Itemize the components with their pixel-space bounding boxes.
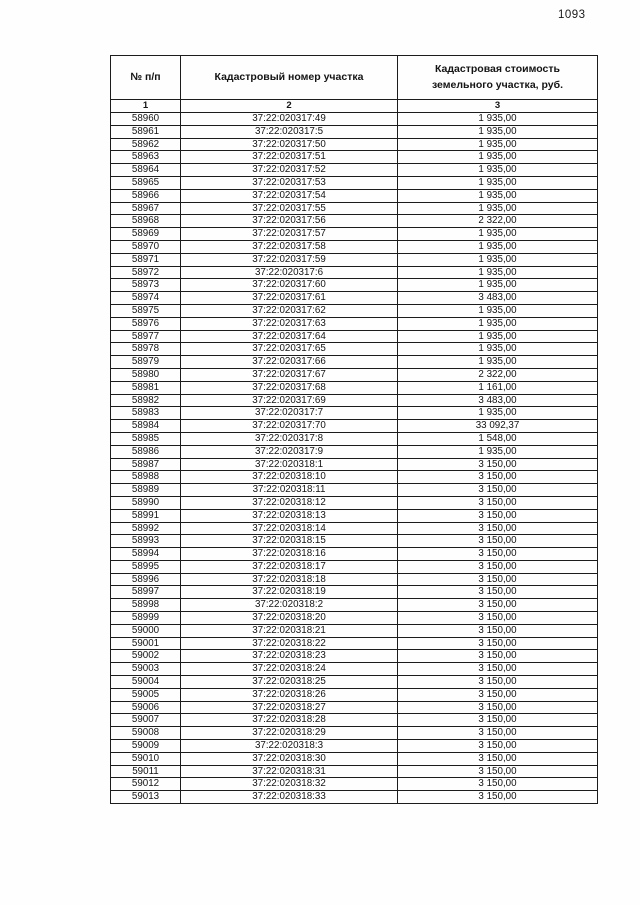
cadastral-value-cell: 1 935,00 bbox=[398, 356, 598, 369]
cadastral-number-cell: 37:22:020318:23 bbox=[181, 650, 398, 663]
table-row bbox=[111, 778, 598, 791]
column-index-3: 3 bbox=[398, 100, 598, 113]
cadastral-number-cell: 37:22:020317:8 bbox=[181, 432, 398, 445]
column-index-1: 1 bbox=[111, 100, 181, 113]
cadastral-value-cell: 1 935,00 bbox=[398, 266, 598, 279]
table-row bbox=[111, 407, 598, 420]
table-row bbox=[111, 394, 598, 407]
row-number-cell: 59009 bbox=[111, 740, 181, 753]
cadastral-number-cell: 37:22:020317:9 bbox=[181, 445, 398, 458]
cadastral-value-cell: 1 161,00 bbox=[398, 381, 598, 394]
cadastral-number-cell: 37:22:020318:15 bbox=[181, 535, 398, 548]
cadastral-number-cell: 37:22:020318:22 bbox=[181, 637, 398, 650]
row-number-cell: 58999 bbox=[111, 612, 181, 625]
table-row bbox=[111, 215, 598, 228]
row-number-cell: 58991 bbox=[111, 509, 181, 522]
row-number-cell: 58986 bbox=[111, 445, 181, 458]
cadastral-value-cell: 3 150,00 bbox=[398, 637, 598, 650]
row-number-cell: 58961 bbox=[111, 125, 181, 138]
cadastral-number-cell: 37:22:020317:5 bbox=[181, 125, 398, 138]
row-number-cell: 59012 bbox=[111, 778, 181, 791]
table-row bbox=[111, 522, 598, 535]
row-number-cell: 58979 bbox=[111, 356, 181, 369]
cadastral-number-cell: 37:22:020318:12 bbox=[181, 496, 398, 509]
row-number-cell: 58996 bbox=[111, 573, 181, 586]
table-row bbox=[111, 701, 598, 714]
table-row bbox=[111, 113, 598, 126]
table-row bbox=[111, 637, 598, 650]
cadastral-number-cell: 37:22:020317:49 bbox=[181, 113, 398, 126]
header-row-number: № п/п bbox=[111, 56, 181, 100]
table-row bbox=[111, 176, 598, 189]
table-row bbox=[111, 752, 598, 765]
cadastral-number-cell: 37:22:020318:18 bbox=[181, 573, 398, 586]
cadastral-number-cell: 37:22:020318:16 bbox=[181, 548, 398, 561]
row-number-cell: 59000 bbox=[111, 624, 181, 637]
table-row bbox=[111, 663, 598, 676]
row-number-cell: 58972 bbox=[111, 266, 181, 279]
cadastral-value-cell: 1 935,00 bbox=[398, 343, 598, 356]
cadastral-value-cell: 1 548,00 bbox=[398, 432, 598, 445]
cadastral-number-cell: 37:22:020318:20 bbox=[181, 612, 398, 625]
table-row bbox=[111, 240, 598, 253]
table-row bbox=[111, 432, 598, 445]
cadastral-value-cell: 3 150,00 bbox=[398, 624, 598, 637]
cadastral-value-cell: 1 935,00 bbox=[398, 189, 598, 202]
table-row bbox=[111, 586, 598, 599]
table-row bbox=[111, 266, 598, 279]
cadastral-value-cell: 3 150,00 bbox=[398, 714, 598, 727]
cadastral-number-cell: 37:22:020317:60 bbox=[181, 279, 398, 292]
cadastral-number-cell: 37:22:020318:19 bbox=[181, 586, 398, 599]
row-number-cell: 58977 bbox=[111, 330, 181, 343]
cadastral-value-cell: 1 935,00 bbox=[398, 240, 598, 253]
row-number-cell: 58966 bbox=[111, 189, 181, 202]
cadastral-value-cell: 3 150,00 bbox=[398, 522, 598, 535]
cadastral-value-cell: 3 150,00 bbox=[398, 688, 598, 701]
table-row bbox=[111, 535, 598, 548]
cadastral-number-cell: 37:22:020318:2 bbox=[181, 599, 398, 612]
cadastral-number-cell: 37:22:020317:50 bbox=[181, 138, 398, 151]
cadastral-number-cell: 37:22:020318:3 bbox=[181, 740, 398, 753]
cadastral-value-cell: 3 483,00 bbox=[398, 394, 598, 407]
row-number-cell: 58964 bbox=[111, 164, 181, 177]
row-number-cell: 58988 bbox=[111, 471, 181, 484]
cadastral-number-cell: 37:22:020318:32 bbox=[181, 778, 398, 791]
row-number-cell: 58980 bbox=[111, 368, 181, 381]
row-number-cell: 58967 bbox=[111, 202, 181, 215]
cadastral-number-cell: 37:22:020317:54 bbox=[181, 189, 398, 202]
cadastral-number-cell: 37:22:020317:65 bbox=[181, 343, 398, 356]
cadastral-number-cell: 37:22:020318:30 bbox=[181, 752, 398, 765]
row-number-cell: 58974 bbox=[111, 292, 181, 305]
table-row bbox=[111, 279, 598, 292]
table-row bbox=[111, 548, 598, 561]
cadastral-value-cell: 3 150,00 bbox=[398, 586, 598, 599]
row-number-cell: 58984 bbox=[111, 420, 181, 433]
table-row bbox=[111, 164, 598, 177]
header-cadastral-value: Кадастровая стоимость земельного участка, руб. bbox=[398, 56, 598, 100]
row-number-cell: 59013 bbox=[111, 791, 181, 804]
cadastral-value-cell: 1 935,00 bbox=[398, 138, 598, 151]
cadastral-number-cell: 37:22:020317:69 bbox=[181, 394, 398, 407]
table-row bbox=[111, 496, 598, 509]
cadastral-table bbox=[110, 55, 598, 804]
cadastral-number-cell: 37:22:020317:6 bbox=[181, 266, 398, 279]
cadastral-value-cell: 3 150,00 bbox=[398, 663, 598, 676]
cadastral-value-cell: 1 935,00 bbox=[398, 125, 598, 138]
table-row bbox=[111, 356, 598, 369]
table-row bbox=[111, 189, 598, 202]
row-number-cell: 58983 bbox=[111, 407, 181, 420]
row-number-cell: 59008 bbox=[111, 727, 181, 740]
cadastral-value-cell: 1 935,00 bbox=[398, 228, 598, 241]
cadastral-value-cell: 3 150,00 bbox=[398, 548, 598, 561]
row-number-cell: 58997 bbox=[111, 586, 181, 599]
table-row bbox=[111, 125, 598, 138]
cadastral-number-cell: 37:22:020318:11 bbox=[181, 484, 398, 497]
table-row bbox=[111, 330, 598, 343]
table-row bbox=[111, 343, 598, 356]
row-number-cell: 59001 bbox=[111, 637, 181, 650]
row-number-cell: 58994 bbox=[111, 548, 181, 561]
row-number-cell: 58960 bbox=[111, 113, 181, 126]
row-number-cell: 59005 bbox=[111, 688, 181, 701]
cadastral-value-cell: 1 935,00 bbox=[398, 164, 598, 177]
row-number-cell: 58998 bbox=[111, 599, 181, 612]
cadastral-value-cell: 3 150,00 bbox=[398, 599, 598, 612]
row-number-cell: 58963 bbox=[111, 151, 181, 164]
row-number-cell: 58995 bbox=[111, 560, 181, 573]
cadastral-value-cell: 3 150,00 bbox=[398, 612, 598, 625]
page-number: 1093 bbox=[558, 9, 586, 21]
cadastral-value-cell: 3 150,00 bbox=[398, 535, 598, 548]
table-row bbox=[111, 458, 598, 471]
row-number-cell: 58965 bbox=[111, 176, 181, 189]
cadastral-number-cell: 37:22:020317:57 bbox=[181, 228, 398, 241]
row-number-cell: 58978 bbox=[111, 343, 181, 356]
table-row bbox=[111, 740, 598, 753]
cadastral-number-cell: 37:22:020318:27 bbox=[181, 701, 398, 714]
cadastral-value-cell: 3 483,00 bbox=[398, 292, 598, 305]
row-number-cell: 58968 bbox=[111, 215, 181, 228]
table-row bbox=[111, 253, 598, 266]
cadastral-number-cell: 37:22:020317:61 bbox=[181, 292, 398, 305]
row-number-cell: 58976 bbox=[111, 317, 181, 330]
table-row bbox=[111, 228, 598, 241]
cadastral-value-cell: 3 150,00 bbox=[398, 676, 598, 689]
cadastral-value-cell: 3 150,00 bbox=[398, 740, 598, 753]
table-row bbox=[111, 471, 598, 484]
cadastral-number-cell: 37:22:020318:21 bbox=[181, 624, 398, 637]
cadastral-number-cell: 37:22:020317:66 bbox=[181, 356, 398, 369]
row-number-cell: 58971 bbox=[111, 253, 181, 266]
row-number-cell: 59004 bbox=[111, 676, 181, 689]
table-row bbox=[111, 292, 598, 305]
cadastral-number-cell: 37:22:020317:55 bbox=[181, 202, 398, 215]
cadastral-value-cell: 3 150,00 bbox=[398, 791, 598, 804]
cadastral-value-cell: 1 935,00 bbox=[398, 304, 598, 317]
row-number-cell: 58981 bbox=[111, 381, 181, 394]
table-row bbox=[111, 650, 598, 663]
cadastral-value-cell: 1 935,00 bbox=[398, 151, 598, 164]
row-number-cell: 58973 bbox=[111, 279, 181, 292]
table-row bbox=[111, 791, 598, 804]
cadastral-value-cell: 1 935,00 bbox=[398, 330, 598, 343]
row-number-cell: 58969 bbox=[111, 228, 181, 241]
cadastral-number-cell: 37:22:020317:56 bbox=[181, 215, 398, 228]
row-number-cell: 58989 bbox=[111, 484, 181, 497]
row-number-cell: 59006 bbox=[111, 701, 181, 714]
row-number-cell: 58982 bbox=[111, 394, 181, 407]
column-index-row bbox=[111, 100, 598, 113]
cadastral-number-cell: 37:22:020317:7 bbox=[181, 407, 398, 420]
table-row bbox=[111, 765, 598, 778]
table-row bbox=[111, 688, 598, 701]
table-row bbox=[111, 202, 598, 215]
cadastral-value-cell: 1 935,00 bbox=[398, 279, 598, 292]
table-row bbox=[111, 420, 598, 433]
cadastral-value-cell: 1 935,00 bbox=[398, 202, 598, 215]
cadastral-number-cell: 37:22:020317:68 bbox=[181, 381, 398, 394]
table-header bbox=[111, 56, 598, 113]
cadastral-value-cell: 3 150,00 bbox=[398, 727, 598, 740]
table-row bbox=[111, 560, 598, 573]
cadastral-value-cell: 2 322,00 bbox=[398, 368, 598, 381]
cadastral-value-cell: 1 935,00 bbox=[398, 445, 598, 458]
table-row bbox=[111, 317, 598, 330]
row-number-cell: 58992 bbox=[111, 522, 181, 535]
cadastral-number-cell: 37:22:020317:59 bbox=[181, 253, 398, 266]
row-number-cell: 58987 bbox=[111, 458, 181, 471]
row-number-cell: 58970 bbox=[111, 240, 181, 253]
cadastral-number-cell: 37:22:020317:63 bbox=[181, 317, 398, 330]
cadastral-number-cell: 37:22:020317:62 bbox=[181, 304, 398, 317]
table-row bbox=[111, 304, 598, 317]
row-number-cell: 59003 bbox=[111, 663, 181, 676]
table-row bbox=[111, 727, 598, 740]
row-number-cell: 58975 bbox=[111, 304, 181, 317]
cadastral-number-cell: 37:22:020318:10 bbox=[181, 471, 398, 484]
cadastral-number-cell: 37:22:020318:13 bbox=[181, 509, 398, 522]
cadastral-number-cell: 37:22:020318:14 bbox=[181, 522, 398, 535]
column-index-2: 2 bbox=[181, 100, 398, 113]
cadastral-number-cell: 37:22:020317:70 bbox=[181, 420, 398, 433]
cadastral-value-cell: 1 935,00 bbox=[398, 317, 598, 330]
row-number-cell: 58985 bbox=[111, 432, 181, 445]
row-number-cell: 59010 bbox=[111, 752, 181, 765]
table-row bbox=[111, 714, 598, 727]
cadastral-value-cell: 3 150,00 bbox=[398, 458, 598, 471]
row-number-cell: 58993 bbox=[111, 535, 181, 548]
header-cadastral-number: Кадастровый номер участка bbox=[181, 56, 398, 100]
cadastral-number-cell: 37:22:020317:53 bbox=[181, 176, 398, 189]
table-body bbox=[111, 113, 598, 804]
table-row bbox=[111, 368, 598, 381]
cadastral-value-cell: 33 092,37 bbox=[398, 420, 598, 433]
cadastral-number-cell: 37:22:020318:28 bbox=[181, 714, 398, 727]
cadastral-value-cell: 3 150,00 bbox=[398, 778, 598, 791]
cadastral-number-cell: 37:22:020318:1 bbox=[181, 458, 398, 471]
row-number-cell: 58990 bbox=[111, 496, 181, 509]
cadastral-number-cell: 37:22:020318:26 bbox=[181, 688, 398, 701]
cadastral-value-cell: 3 150,00 bbox=[398, 509, 598, 522]
cadastral-value-cell: 3 150,00 bbox=[398, 650, 598, 663]
table-row bbox=[111, 445, 598, 458]
cadastral-number-cell: 37:22:020318:24 bbox=[181, 663, 398, 676]
cadastral-value-cell: 3 150,00 bbox=[398, 752, 598, 765]
cadastral-number-cell: 37:22:020318:33 bbox=[181, 791, 398, 804]
table-row bbox=[111, 573, 598, 586]
cadastral-number-cell: 37:22:020318:25 bbox=[181, 676, 398, 689]
table-row bbox=[111, 484, 598, 497]
cadastral-number-cell: 37:22:020318:17 bbox=[181, 560, 398, 573]
cadastral-value-cell: 3 150,00 bbox=[398, 471, 598, 484]
cadastral-number-cell: 37:22:020317:52 bbox=[181, 164, 398, 177]
cadastral-value-cell: 1 935,00 bbox=[398, 407, 598, 420]
row-number-cell: 59007 bbox=[111, 714, 181, 727]
table-row bbox=[111, 381, 598, 394]
table-row bbox=[111, 138, 598, 151]
cadastral-number-cell: 37:22:020317:51 bbox=[181, 151, 398, 164]
cadastral-number-cell: 37:22:020317:67 bbox=[181, 368, 398, 381]
cadastral-number-cell: 37:22:020317:64 bbox=[181, 330, 398, 343]
table-row bbox=[111, 612, 598, 625]
cadastral-value-cell: 1 935,00 bbox=[398, 176, 598, 189]
cadastral-value-cell: 3 150,00 bbox=[398, 484, 598, 497]
table-row bbox=[111, 624, 598, 637]
cadastral-value-cell: 3 150,00 bbox=[398, 701, 598, 714]
table-row bbox=[111, 509, 598, 522]
cadastral-number-cell: 37:22:020318:31 bbox=[181, 765, 398, 778]
cadastral-value-cell: 3 150,00 bbox=[398, 560, 598, 573]
row-number-cell: 59011 bbox=[111, 765, 181, 778]
header-row bbox=[111, 56, 598, 100]
cadastral-value-cell: 3 150,00 bbox=[398, 573, 598, 586]
cadastral-value-cell: 1 935,00 bbox=[398, 113, 598, 126]
row-number-cell: 59002 bbox=[111, 650, 181, 663]
cadastral-value-cell: 1 935,00 bbox=[398, 253, 598, 266]
table-row bbox=[111, 151, 598, 164]
row-number-cell: 58962 bbox=[111, 138, 181, 151]
cadastral-number-cell: 37:22:020317:58 bbox=[181, 240, 398, 253]
cadastral-value-cell: 3 150,00 bbox=[398, 765, 598, 778]
cadastral-value-cell: 2 322,00 bbox=[398, 215, 598, 228]
table-row bbox=[111, 676, 598, 689]
table-row bbox=[111, 599, 598, 612]
cadastral-number-cell: 37:22:020318:29 bbox=[181, 727, 398, 740]
cadastral-value-cell: 3 150,00 bbox=[398, 496, 598, 509]
